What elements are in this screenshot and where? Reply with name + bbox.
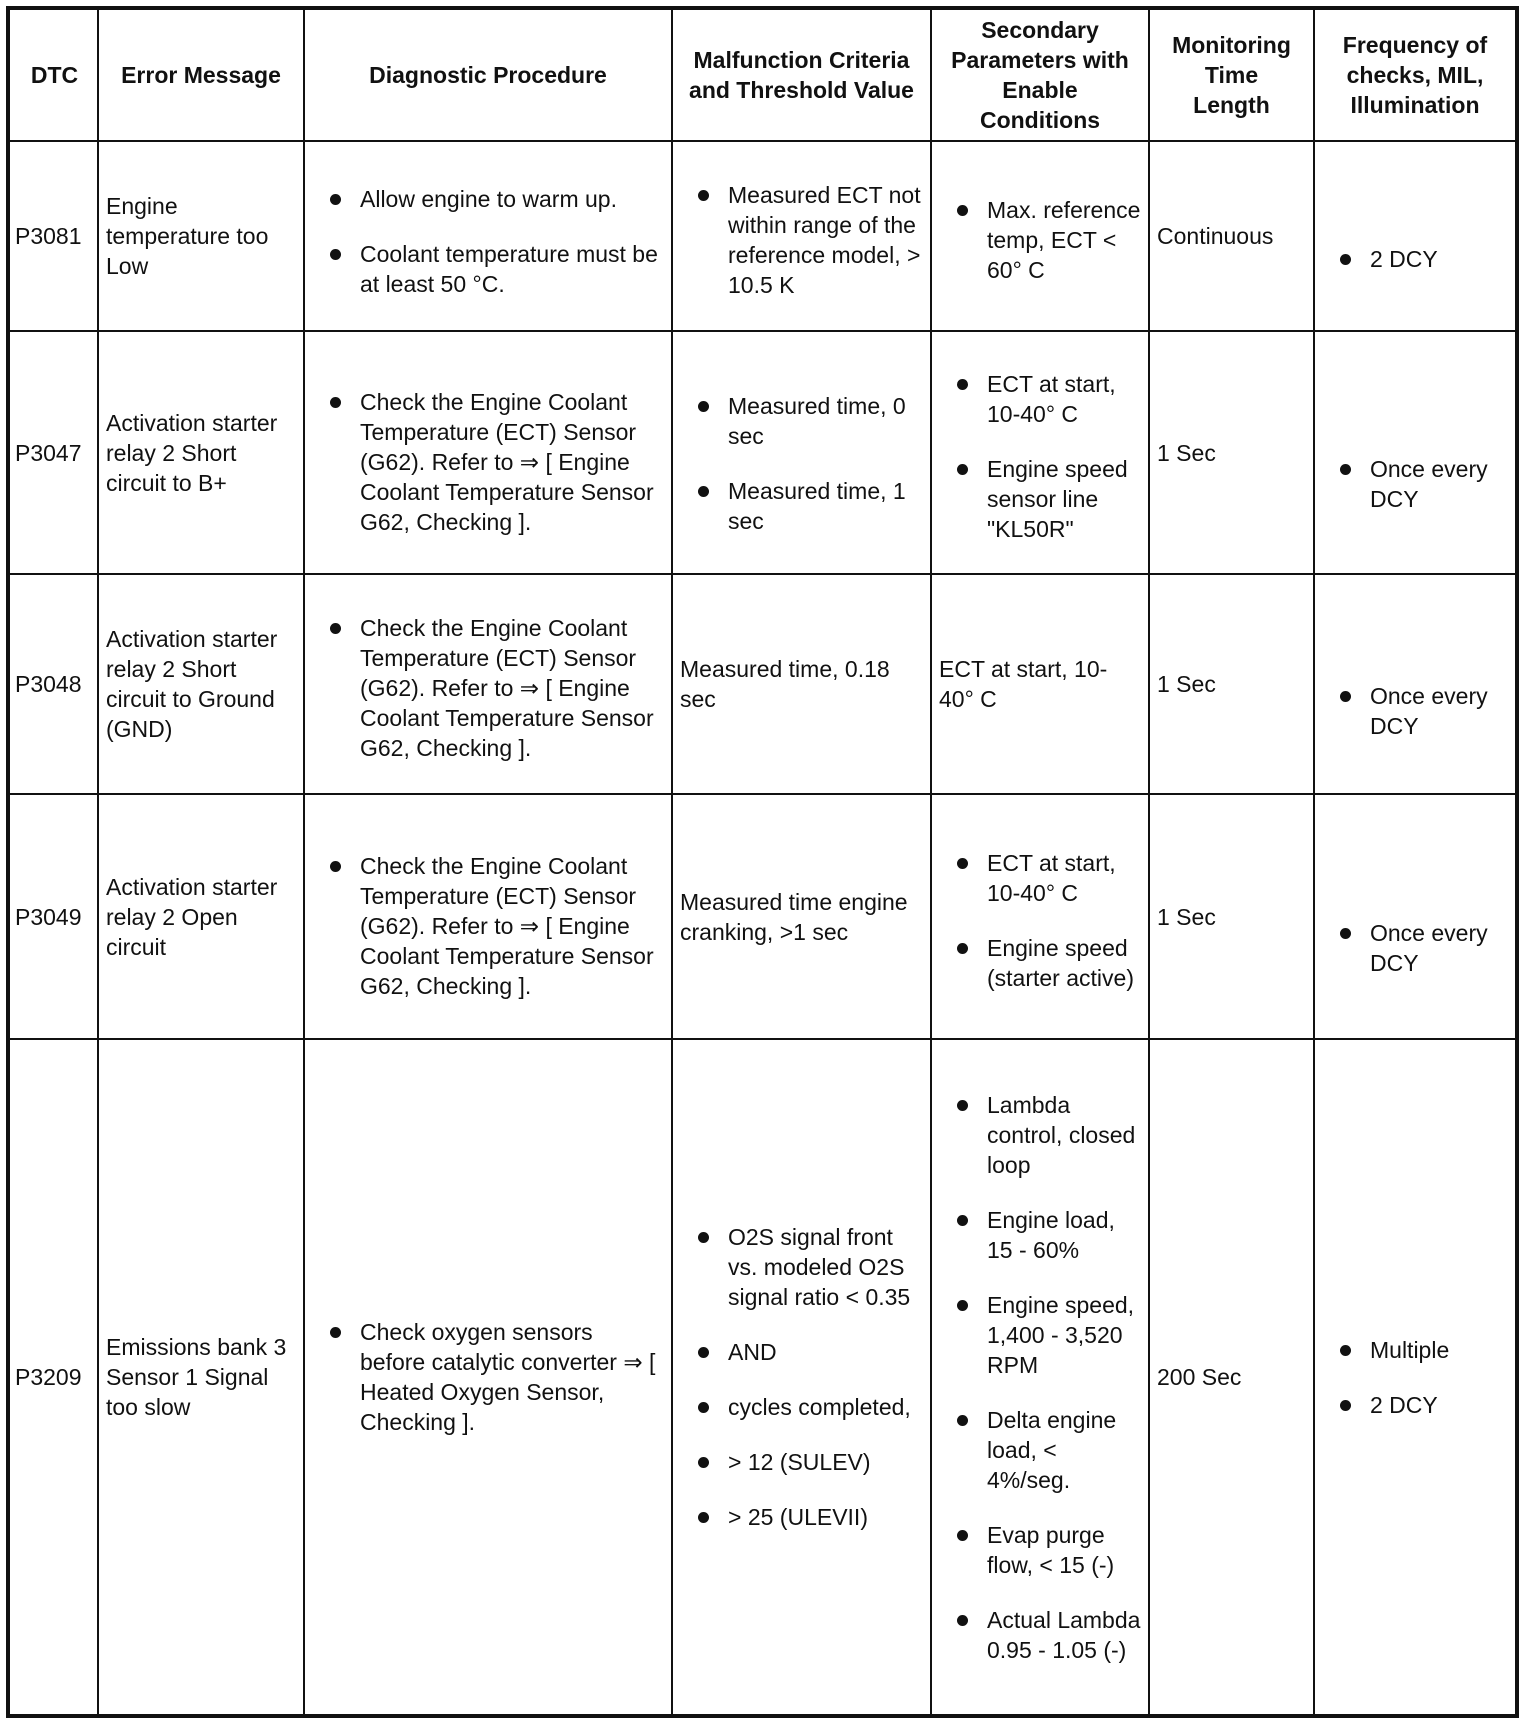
frequency — [1314, 141, 1517, 331]
error-message: Activation starter relay 2 Short circuit to Ground (GND) — [98, 574, 304, 794]
error-message: Emissions bank 3 Sensor 1 Signal too slow — [98, 1039, 304, 1716]
table-row — [8, 1039, 1517, 1716]
dtc-code: P3049 — [8, 794, 98, 1039]
header-monitoring-time: Monitoring Time Length — [1149, 8, 1314, 141]
monitoring-time: 1 Sec — [1149, 574, 1314, 794]
error-message: Engine temperature too Low — [98, 141, 304, 331]
list-item: Engine speed sensor line "KL50R" — [939, 454, 1141, 544]
malfunction-criteria — [672, 331, 931, 574]
list-item: Engine load, 15 - 60% — [939, 1205, 1141, 1265]
table-row — [8, 141, 1517, 331]
list-item: 2 DCY — [1322, 244, 1508, 274]
list-item: Engine speed, 1,400 - 3,520 RPM — [939, 1290, 1141, 1380]
header-frequency: Frequency of checks, MIL, Illumination — [1314, 8, 1517, 141]
list-item: Once every DCY — [1322, 454, 1508, 514]
list-item: Multiple — [1322, 1335, 1508, 1365]
list-item: AND — [680, 1337, 923, 1367]
list-item: cycles completed, — [680, 1392, 923, 1422]
monitoring-time: 1 Sec — [1149, 331, 1314, 574]
error-message: Activation starter relay 2 Open circuit — [98, 794, 304, 1039]
dtc-code: P3048 — [8, 574, 98, 794]
header-malfunction-criteria: Malfunction Criteria and Threshold Value — [672, 8, 931, 141]
frequency — [1314, 574, 1517, 794]
page — [6, 6, 1519, 1718]
table-row — [8, 574, 1517, 794]
list-item: Lambda control, closed loop — [939, 1090, 1141, 1180]
list-item: Engine speed (starter active) — [939, 933, 1141, 993]
list-item: Check the Engine Coolant Temperature (ECT) Sensor (G62). Refer to ⇒ [ Engine Coolant Temperature Sensor G62, Checking ]. — [312, 387, 664, 537]
list-item: Actual Lambda 0.95 - 1.05 (-) — [939, 1605, 1141, 1665]
diagnostic-procedure — [304, 794, 672, 1039]
table-row — [8, 794, 1517, 1039]
header-dtc: DTC — [8, 8, 98, 141]
dtc-table — [6, 6, 1519, 1718]
list-item: O2S signal front vs. modeled O2S signal ratio < 0.35 — [680, 1222, 923, 1312]
secondary-parameters — [931, 1039, 1149, 1716]
list-item: Check the Engine Coolant Temperature (ECT) Sensor (G62). Refer to ⇒ [ Engine Coolant Temperature Sensor G62, Checking ]. — [312, 851, 664, 1001]
secondary-parameters — [931, 794, 1149, 1039]
diagnostic-procedure — [304, 574, 672, 794]
monitoring-time: 1 Sec — [1149, 794, 1314, 1039]
table-row — [8, 331, 1517, 574]
malfunction-criteria: Measured time, 0.18 sec — [672, 574, 931, 794]
diagnostic-procedure — [304, 1039, 672, 1716]
malfunction-criteria — [672, 141, 931, 331]
header-row — [8, 8, 1517, 141]
secondary-parameters — [931, 141, 1149, 331]
list-item: ECT at start, 10-40° C — [939, 848, 1141, 908]
list-item: Measured ECT not within range of the reference model, > 10.5 K — [680, 180, 923, 300]
list-item: > 12 (SULEV) — [680, 1447, 923, 1477]
list-item: Check the Engine Coolant Temperature (ECT) Sensor (G62). Refer to ⇒ [ Engine Coolant Temperature Sensor G62, Checking ]. — [312, 613, 664, 763]
diagnostic-procedure — [304, 331, 672, 574]
list-item: Once every DCY — [1322, 918, 1508, 978]
secondary-parameters — [931, 331, 1149, 574]
list-item: > 25 (ULEVII) — [680, 1502, 923, 1532]
header-diagnostic-procedure: Diagnostic Procedure — [304, 8, 672, 141]
dtc-code: P3209 — [8, 1039, 98, 1716]
list-item: Max. reference temp, ECT < 60° C — [939, 195, 1141, 285]
dtc-code: P3081 — [8, 141, 98, 331]
list-item: Delta engine load, < 4%/seg. — [939, 1405, 1141, 1495]
monitoring-time: 200 Sec — [1149, 1039, 1314, 1716]
list-item: Allow engine to warm up. — [312, 184, 664, 214]
list-item: ECT at start, 10-40° C — [939, 369, 1141, 429]
list-item: Once every DCY — [1322, 681, 1508, 741]
list-item: Check oxygen sensors before catalytic converter ⇒ [ Heated Oxygen Sensor, Checking ]. — [312, 1317, 664, 1437]
diagnostic-procedure — [304, 141, 672, 331]
malfunction-criteria — [672, 1039, 931, 1716]
error-message: Activation starter relay 2 Short circuit to B+ — [98, 331, 304, 574]
monitoring-time: Continuous — [1149, 141, 1314, 331]
frequency — [1314, 331, 1517, 574]
list-item: 2 DCY — [1322, 1390, 1508, 1420]
dtc-code: P3047 — [8, 331, 98, 574]
secondary-parameters: ECT at start, 10-40° C — [931, 574, 1149, 794]
frequency — [1314, 794, 1517, 1039]
header-secondary-parameters: Secondary Parameters with Enable Conditions — [931, 8, 1149, 141]
header-error-message: Error Message — [98, 8, 304, 141]
frequency — [1314, 1039, 1517, 1716]
malfunction-criteria: Measured time engine cranking, >1 sec — [672, 794, 931, 1039]
list-item: Measured time, 0 sec — [680, 391, 923, 451]
list-item: Measured time, 1 sec — [680, 476, 923, 536]
list-item: Coolant temperature must be at least 50 °C. — [312, 239, 664, 299]
list-item: Evap purge flow, < 15 (-) — [939, 1520, 1141, 1580]
